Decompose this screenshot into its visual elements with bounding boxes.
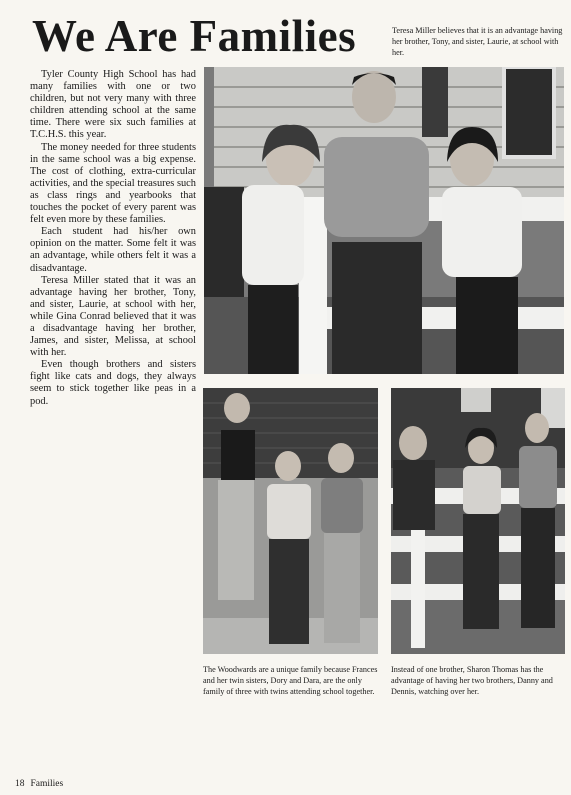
page-title: We Are Families: [32, 11, 357, 61]
article-paragraph: Teresa Miller stated that it was an advantage having her brother, Tony, and sister, Laurie, at school with her, while Gina Conrad believed that it was a disadvantage having her brother, James, and sister, Melissa, at school with her.: [30, 274, 196, 359]
page-footer: [15, 779, 63, 789]
woodward-photo-caption: The Woodwards are a unique family because Frances and her twin sisters, Dory and Dara, are the only family of three with twins attending school together.: [203, 665, 378, 696]
article-body: [30, 69, 196, 408]
article-paragraph: Tyler County High School has had many families with one or two children, but not very many with three children attending school at the same time. There were six such families at T.C.H.S. this year.: [30, 69, 196, 141]
photo-thomas-family: [391, 388, 565, 654]
article-paragraph: Each student had his/her own opinion on the matter. Some felt it was an advantage, while others felt it was a disadvantage.: [30, 226, 196, 274]
article-paragraph: The money needed for three students in the same school was a big expense. The cost of clothing, extra-curricular activities, and the special treasures such as class rings and yearbooks that touches the pocket of every parent was felt even more by these families.: [30, 141, 196, 226]
section-name: Families: [30, 779, 64, 789]
photo-woodward-family: [203, 388, 378, 654]
thomas-photo-caption: Instead of one brother, Sharon Thomas has the advantage of having her two brothers, Danny and Dennis, watching over her.: [391, 665, 553, 696]
main-photo-caption: Teresa Miller believes that it is an advantage having her brother, Tony, and sister, Laurie, at school with her.: [392, 26, 563, 57]
page-number: 18: [15, 779, 25, 789]
photo-miller-family: [204, 67, 564, 374]
article-paragraph: Even though brothers and sisters fight like cats and dogs, they always seem to stick together like peas in a pod.: [30, 359, 196, 407]
